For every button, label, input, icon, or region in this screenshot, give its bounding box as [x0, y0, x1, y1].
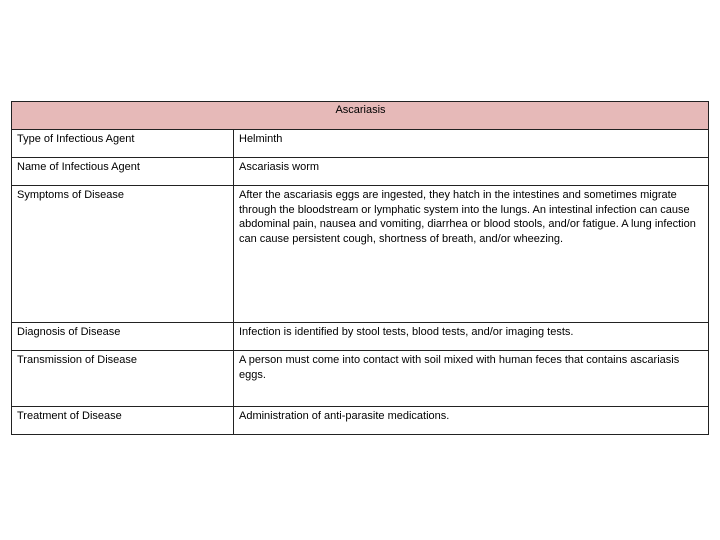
row-label: Type of Infectious Agent	[12, 130, 234, 158]
table-row	[12, 130, 709, 158]
row-label: Diagnosis of Disease	[12, 323, 234, 351]
row-label: Symptoms of Disease	[12, 186, 234, 323]
table-header-row	[12, 102, 709, 130]
row-label: Treatment of Disease	[12, 407, 234, 435]
ascariasis-table	[11, 101, 709, 435]
row-label: Transmission of Disease	[12, 351, 234, 407]
table-row	[12, 158, 709, 186]
table-row	[12, 407, 709, 435]
row-value: Helminth	[234, 130, 709, 158]
row-value: Infection is identified by stool tests, blood tests, and/or imaging tests.	[234, 323, 709, 351]
table-row	[12, 351, 709, 407]
row-label: Name of Infectious Agent	[12, 158, 234, 186]
row-value: Ascariasis worm	[234, 158, 709, 186]
row-value: Administration of anti-parasite medications.	[234, 407, 709, 435]
row-value: After the ascariasis eggs are ingested, they hatch in the intestines and sometimes migrate through the bloodstream or lymphatic system into the lungs. An intestinal infection can cause abdominal pain, nausea and vomiting, diarrhea or blood stools, and/or fatigue. A lung infection can cause persistent cough, shortness of breath, and/or wheezing.	[234, 186, 709, 323]
table-row	[12, 186, 709, 323]
row-value: A person must come into contact with soil mixed with human feces that contains ascariasis eggs.	[234, 351, 709, 407]
table-row	[12, 323, 709, 351]
table-title: Ascariasis	[12, 102, 709, 130]
